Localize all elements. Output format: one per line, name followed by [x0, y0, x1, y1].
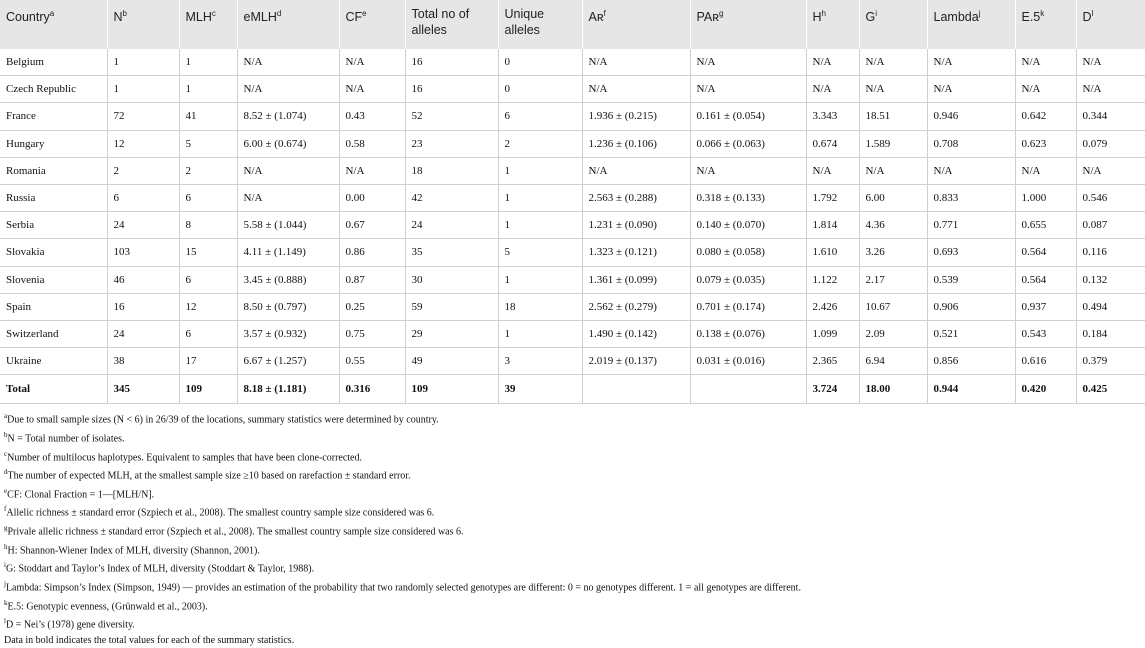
footnote-text: The number of expected MLH, at the smallest sample size ≥10 based on rarefaction ± standard error. — [7, 470, 411, 482]
column-header-label: CF — [345, 10, 363, 25]
table-cell: Ukraine — [0, 348, 107, 375]
table-cell: 0.184 — [1076, 320, 1145, 347]
footnote-text: Privale allelic richness ± standard error (Szpiech et al., 2008). The smallest country sample size considered was 6. — [7, 526, 464, 538]
table-cell: 12 — [179, 293, 237, 320]
table-cell: 1.099 — [806, 320, 859, 347]
table-cell: 46 — [107, 266, 179, 293]
table-cell: 6.00 ± (0.674) — [237, 130, 339, 157]
total-cell: 345 — [107, 375, 179, 404]
table-cell: Switzerland — [0, 320, 107, 347]
table-cell: 0.116 — [1076, 239, 1145, 266]
table-cell: 1.122 — [806, 266, 859, 293]
column-header — [690, 0, 806, 49]
table-cell: 41 — [179, 103, 237, 130]
table-header-row — [0, 0, 1145, 49]
table-cell: 18.51 — [859, 103, 927, 130]
footnote-marker: g — [719, 9, 724, 18]
table-cell: 6 — [498, 103, 582, 130]
table-cell: 1 — [107, 76, 179, 103]
table-row — [0, 130, 1145, 157]
footnote — [4, 409, 1141, 428]
table-cell: Hungary — [0, 130, 107, 157]
footnote — [4, 558, 1141, 577]
column-header — [498, 0, 582, 49]
table-cell: 12 — [107, 130, 179, 157]
table-cell: Slovakia — [0, 239, 107, 266]
total-cell: 0.420 — [1015, 375, 1076, 404]
table-cell: 0.079 — [1076, 130, 1145, 157]
table-cell: N/A — [1076, 157, 1145, 184]
table-cell: 1.000 — [1015, 184, 1076, 211]
table-cell: 1.490 ± (0.142) — [582, 320, 690, 347]
table-cell: N/A — [237, 49, 339, 76]
column-header — [927, 0, 1015, 49]
table-cell: 24 — [107, 320, 179, 347]
table-cell: 2.563 ± (0.288) — [582, 184, 690, 211]
table-cell: 1.814 — [806, 212, 859, 239]
footnote-marker: a — [4, 412, 8, 421]
footnote-marker: e — [362, 9, 367, 18]
footnote-marker: b — [4, 430, 8, 439]
footnote — [4, 465, 1141, 484]
footnote-marker: k — [1040, 9, 1045, 18]
table-cell: 16 — [405, 76, 498, 103]
table-cell: N/A — [806, 49, 859, 76]
column-header-label: E.5 — [1021, 10, 1041, 25]
table-cell: N/A — [1076, 49, 1145, 76]
footnote — [4, 447, 1141, 466]
table-cell: 0.494 — [1076, 293, 1145, 320]
table-cell: Czech Republic — [0, 76, 107, 103]
total-cell: 109 — [179, 375, 237, 404]
footnote-marker: i — [4, 561, 6, 570]
table-row — [0, 157, 1145, 184]
table-cell: 5 — [498, 239, 582, 266]
table-cell: 0.564 — [1015, 239, 1076, 266]
column-header-label: Country — [6, 10, 50, 25]
table-cell: 1.323 ± (0.121) — [582, 239, 690, 266]
footnote-text: Number of multilocus haplotypes. Equivalent to samples that have been clone-corrected. — [7, 451, 362, 463]
table-cell: 6 — [179, 320, 237, 347]
table-cell: 35 — [405, 239, 498, 266]
table-cell: 2.426 — [806, 293, 859, 320]
table-cell: N/A — [690, 49, 806, 76]
table-cell: 24 — [405, 212, 498, 239]
table-cell: 0.906 — [927, 293, 1015, 320]
column-header — [859, 0, 927, 49]
table-cell: 23 — [405, 130, 498, 157]
table-cell: 6.00 — [859, 184, 927, 211]
footnote-text: Allelic richness ± standard error (Szpiech et al., 2008). The smallest country sample size considered was 6. — [6, 507, 435, 519]
table-cell: 0.521 — [927, 320, 1015, 347]
column-header — [179, 0, 237, 49]
table-cell: 1.361 ± (0.099) — [582, 266, 690, 293]
footnote — [4, 502, 1141, 521]
total-cell: Total — [0, 375, 107, 404]
column-header — [339, 0, 405, 49]
table-footnotes — [0, 404, 1145, 648]
footnote-marker: b — [122, 9, 127, 18]
table-cell: 3 — [498, 348, 582, 375]
table-cell: Russia — [0, 184, 107, 211]
table-cell: 2.562 ± (0.279) — [582, 293, 690, 320]
table-cell: 16 — [107, 293, 179, 320]
table-cell: N/A — [582, 157, 690, 184]
table-cell: 0.87 — [339, 266, 405, 293]
column-header — [806, 0, 859, 49]
table-cell: 0.564 — [1015, 266, 1076, 293]
footnote-marker: d — [4, 468, 8, 477]
table-cell: 6.67 ± (1.257) — [237, 348, 339, 375]
footnote-marker: l — [4, 617, 6, 626]
table-cell: N/A — [859, 157, 927, 184]
footnote-marker: j — [978, 9, 981, 18]
table-cell: 49 — [405, 348, 498, 375]
table-cell: 38 — [107, 348, 179, 375]
footnote-marker: h — [821, 9, 826, 18]
table-cell: 1.589 — [859, 130, 927, 157]
table-cell: Belgium — [0, 49, 107, 76]
table-cell: 1 — [179, 49, 237, 76]
table-cell: 18 — [498, 293, 582, 320]
total-cell: 0.944 — [927, 375, 1015, 404]
table-cell: 0.67 — [339, 212, 405, 239]
table-cell: 1.610 — [806, 239, 859, 266]
table-cell: 2.365 — [806, 348, 859, 375]
table-cell: 0.25 — [339, 293, 405, 320]
footnote-marker: d — [276, 9, 282, 18]
table-cell: 0.539 — [927, 266, 1015, 293]
footnote-text: Lambda: Simpson’s Index (Simpson, 1949) — provides an estimation of the probability that two randomly selected genotypes are different: 0 = no genotypes different. 1 = all genotypes are different. — [5, 582, 801, 594]
table-cell: 0.833 — [927, 184, 1015, 211]
table-cell: 4.11 ± (1.149) — [237, 239, 339, 266]
table-cell: Romania — [0, 157, 107, 184]
table-cell: N/A — [859, 49, 927, 76]
table-cell: France — [0, 103, 107, 130]
column-header — [237, 0, 339, 49]
table-cell: N/A — [1015, 49, 1076, 76]
table-cell: 0.693 — [927, 239, 1015, 266]
footnote — [4, 633, 1141, 648]
table-cell: 2 — [179, 157, 237, 184]
column-header-label: Aʀ — [588, 10, 604, 25]
footnote — [4, 484, 1141, 503]
column-header-label: N — [113, 10, 123, 25]
table-cell: 0.58 — [339, 130, 405, 157]
footnote-marker: a — [49, 9, 55, 18]
table-cell: 6.94 — [859, 348, 927, 375]
table-cell: 0.546 — [1076, 184, 1145, 211]
footnote — [4, 614, 1141, 633]
table-cell: 1 — [498, 320, 582, 347]
table-cell: N/A — [806, 157, 859, 184]
table-cell: N/A — [690, 157, 806, 184]
total-cell: 0.316 — [339, 375, 405, 404]
total-cell — [582, 375, 690, 404]
table-row — [0, 184, 1145, 211]
table-cell: 18 — [405, 157, 498, 184]
table-cell: N/A — [806, 76, 859, 103]
column-header — [582, 0, 690, 49]
column-header-label: Unique alleles — [504, 7, 545, 37]
table-cell: 10.67 — [859, 293, 927, 320]
column-header — [0, 0, 107, 49]
table-cell: N/A — [690, 76, 806, 103]
table-cell: 0.161 ± (0.054) — [690, 103, 806, 130]
table-cell: 1 — [107, 49, 179, 76]
footnote-marker: h — [4, 542, 8, 551]
footnote-marker: f — [603, 9, 606, 18]
footnote-text: D = Nei’s (1978) gene diversity. — [5, 619, 135, 631]
column-header-label: eMLH — [243, 10, 277, 25]
table-cell: 2 — [498, 130, 582, 157]
table-cell: 0.771 — [927, 212, 1015, 239]
table-cell: 0.379 — [1076, 348, 1145, 375]
table-cell: 0.543 — [1015, 320, 1076, 347]
table-cell: 6 — [107, 184, 179, 211]
column-header-label: PAʀ — [696, 10, 720, 25]
table-cell: 0.655 — [1015, 212, 1076, 239]
column-header — [1015, 0, 1076, 49]
table-cell: N/A — [859, 76, 927, 103]
table-cell: 0.138 ± (0.076) — [690, 320, 806, 347]
table-cell: N/A — [237, 184, 339, 211]
table-cell: 72 — [107, 103, 179, 130]
table-cell: 0.00 — [339, 184, 405, 211]
table-cell: 0.642 — [1015, 103, 1076, 130]
table-cell: 0.318 ± (0.133) — [690, 184, 806, 211]
column-header-label: G — [865, 10, 876, 25]
footnote-text: H: Shannon-Wiener Index of MLH, diversity (Shannon, 2001). — [7, 544, 260, 556]
table-row — [0, 266, 1145, 293]
table-cell: N/A — [582, 49, 690, 76]
table-cell: N/A — [927, 76, 1015, 103]
table-cell: 0.43 — [339, 103, 405, 130]
table-cell: 15 — [179, 239, 237, 266]
table-cell: 0 — [498, 76, 582, 103]
footnote-marker: e — [4, 486, 8, 495]
table-cell: 1 — [498, 184, 582, 211]
column-header — [107, 0, 179, 49]
table-cell: N/A — [339, 157, 405, 184]
table-cell: 0.86 — [339, 239, 405, 266]
footnote-text: G: Stoddart and Taylor’s Index of MLH, diversity (Stoddart & Taylor, 1988). — [5, 563, 315, 575]
table-cell: 0.946 — [927, 103, 1015, 130]
table-cell: 3.45 ± (0.888) — [237, 266, 339, 293]
total-cell: 0.425 — [1076, 375, 1145, 404]
table-cell: 0.856 — [927, 348, 1015, 375]
footnote-text: Data in bold indicates the total values for each of the summary statistics. — [4, 634, 295, 646]
table-cell: 8 — [179, 212, 237, 239]
total-cell — [690, 375, 806, 404]
footnote — [4, 428, 1141, 447]
column-header-label: Total no of alleles — [411, 7, 470, 37]
column-header — [405, 0, 498, 49]
table-cell: Serbia — [0, 212, 107, 239]
table-cell: 2.019 ± (0.137) — [582, 348, 690, 375]
total-cell: 39 — [498, 375, 582, 404]
table-cell: Spain — [0, 293, 107, 320]
total-cell: 109 — [405, 375, 498, 404]
table-row — [0, 239, 1145, 266]
table-cell: 0.344 — [1076, 103, 1145, 130]
table-cell: N/A — [237, 76, 339, 103]
table-cell: 6 — [179, 266, 237, 293]
table-cell: 16 — [405, 49, 498, 76]
table-cell: N/A — [927, 157, 1015, 184]
table-cell: 1 — [179, 76, 237, 103]
table-cell: 0.674 — [806, 130, 859, 157]
table-cell: N/A — [339, 49, 405, 76]
column-header-label: Lambda — [933, 10, 979, 25]
table-row — [0, 103, 1145, 130]
table-cell: 2 — [107, 157, 179, 184]
footnote — [4, 596, 1141, 615]
table-cell: 1 — [498, 157, 582, 184]
footnote-marker: f — [4, 505, 7, 514]
table-cell: 5 — [179, 130, 237, 157]
table-cell: 1 — [498, 212, 582, 239]
table-cell: 0.937 — [1015, 293, 1076, 320]
column-header — [1076, 0, 1145, 49]
table-row — [0, 212, 1145, 239]
footnote-marker: c — [4, 449, 8, 458]
table-cell: 0.132 — [1076, 266, 1145, 293]
table-cell: N/A — [582, 76, 690, 103]
table-cell: N/A — [1015, 157, 1076, 184]
table-cell: 24 — [107, 212, 179, 239]
table-cell: 30 — [405, 266, 498, 293]
table-cell: N/A — [1015, 76, 1076, 103]
table-cell: 1.231 ± (0.090) — [582, 212, 690, 239]
table-cell: 42 — [405, 184, 498, 211]
table-cell: 0.080 ± (0.058) — [690, 239, 806, 266]
table-cell: 0 — [498, 49, 582, 76]
table-cell: 0.708 — [927, 130, 1015, 157]
table-cell: Slovenia — [0, 266, 107, 293]
footnote-marker: k — [4, 598, 8, 607]
table-row — [0, 320, 1145, 347]
table-cell: 29 — [405, 320, 498, 347]
footnote-text: CF: Clonal Fraction = 1—[MLH/N]. — [7, 489, 155, 501]
footnote — [4, 577, 1141, 596]
table-cell: 0.066 ± (0.063) — [690, 130, 806, 157]
table-cell: 5.58 ± (1.044) — [237, 212, 339, 239]
table-cell: 0.623 — [1015, 130, 1076, 157]
table-cell: 6 — [179, 184, 237, 211]
table-cell: 1.936 ± (0.215) — [582, 103, 690, 130]
footnote — [4, 521, 1141, 540]
table-row — [0, 293, 1145, 320]
footnote — [4, 540, 1141, 559]
table-cell: N/A — [927, 49, 1015, 76]
table-cell: 0.140 ± (0.070) — [690, 212, 806, 239]
table-cell: 17 — [179, 348, 237, 375]
table-row — [0, 348, 1145, 375]
table-cell: 52 — [405, 103, 498, 130]
table-cell: 8.50 ± (0.797) — [237, 293, 339, 320]
table-cell: 59 — [405, 293, 498, 320]
table-cell: 3.343 — [806, 103, 859, 130]
table-cell: N/A — [1076, 76, 1145, 103]
table-cell: 8.52 ± (1.074) — [237, 103, 339, 130]
table-cell: 0.087 — [1076, 212, 1145, 239]
footnote-marker: c — [211, 9, 216, 18]
total-cell: 3.724 — [806, 375, 859, 404]
footnote-text: Due to small sample sizes (N < 6) in 26/39 of the locations, summary statistics were determined by country. — [7, 414, 439, 426]
table-cell: 0.031 ± (0.016) — [690, 348, 806, 375]
table-cell: 0.079 ± (0.035) — [690, 266, 806, 293]
footnote-marker: l — [1091, 9, 1094, 18]
table-cell: 0.701 ± (0.174) — [690, 293, 806, 320]
table-cell: 0.55 — [339, 348, 405, 375]
footnote-text: N = Total number of isolates. — [7, 433, 125, 445]
table-cell: N/A — [339, 76, 405, 103]
table-cell: 103 — [107, 239, 179, 266]
table-cell: 2.17 — [859, 266, 927, 293]
table-row — [0, 76, 1145, 103]
table-cell: 0.616 — [1015, 348, 1076, 375]
footnote-marker: j — [4, 579, 6, 588]
table-cell: 3.26 — [859, 239, 927, 266]
footnote-text: E.5: Genotypic evenness, (Grünwald et al., 2003). — [7, 600, 208, 612]
table-cell: 1.236 ± (0.106) — [582, 130, 690, 157]
table-cell: 2.09 — [859, 320, 927, 347]
total-row — [0, 375, 1145, 404]
table-row — [0, 49, 1145, 76]
table-cell: 1.792 — [806, 184, 859, 211]
table-cell: 3.57 ± (0.932) — [237, 320, 339, 347]
table-cell: 1 — [498, 266, 582, 293]
column-header-label: H — [812, 10, 822, 25]
table-cell: 4.36 — [859, 212, 927, 239]
table-cell: 0.75 — [339, 320, 405, 347]
total-cell: 8.18 ± (1.181) — [237, 375, 339, 404]
table-cell: N/A — [237, 157, 339, 184]
footnote-marker: g — [4, 524, 8, 532]
column-header-label: MLH — [185, 10, 212, 25]
total-cell: 18.00 — [859, 375, 927, 404]
footnote-marker: i — [875, 9, 878, 18]
column-header-label: D — [1082, 10, 1092, 25]
